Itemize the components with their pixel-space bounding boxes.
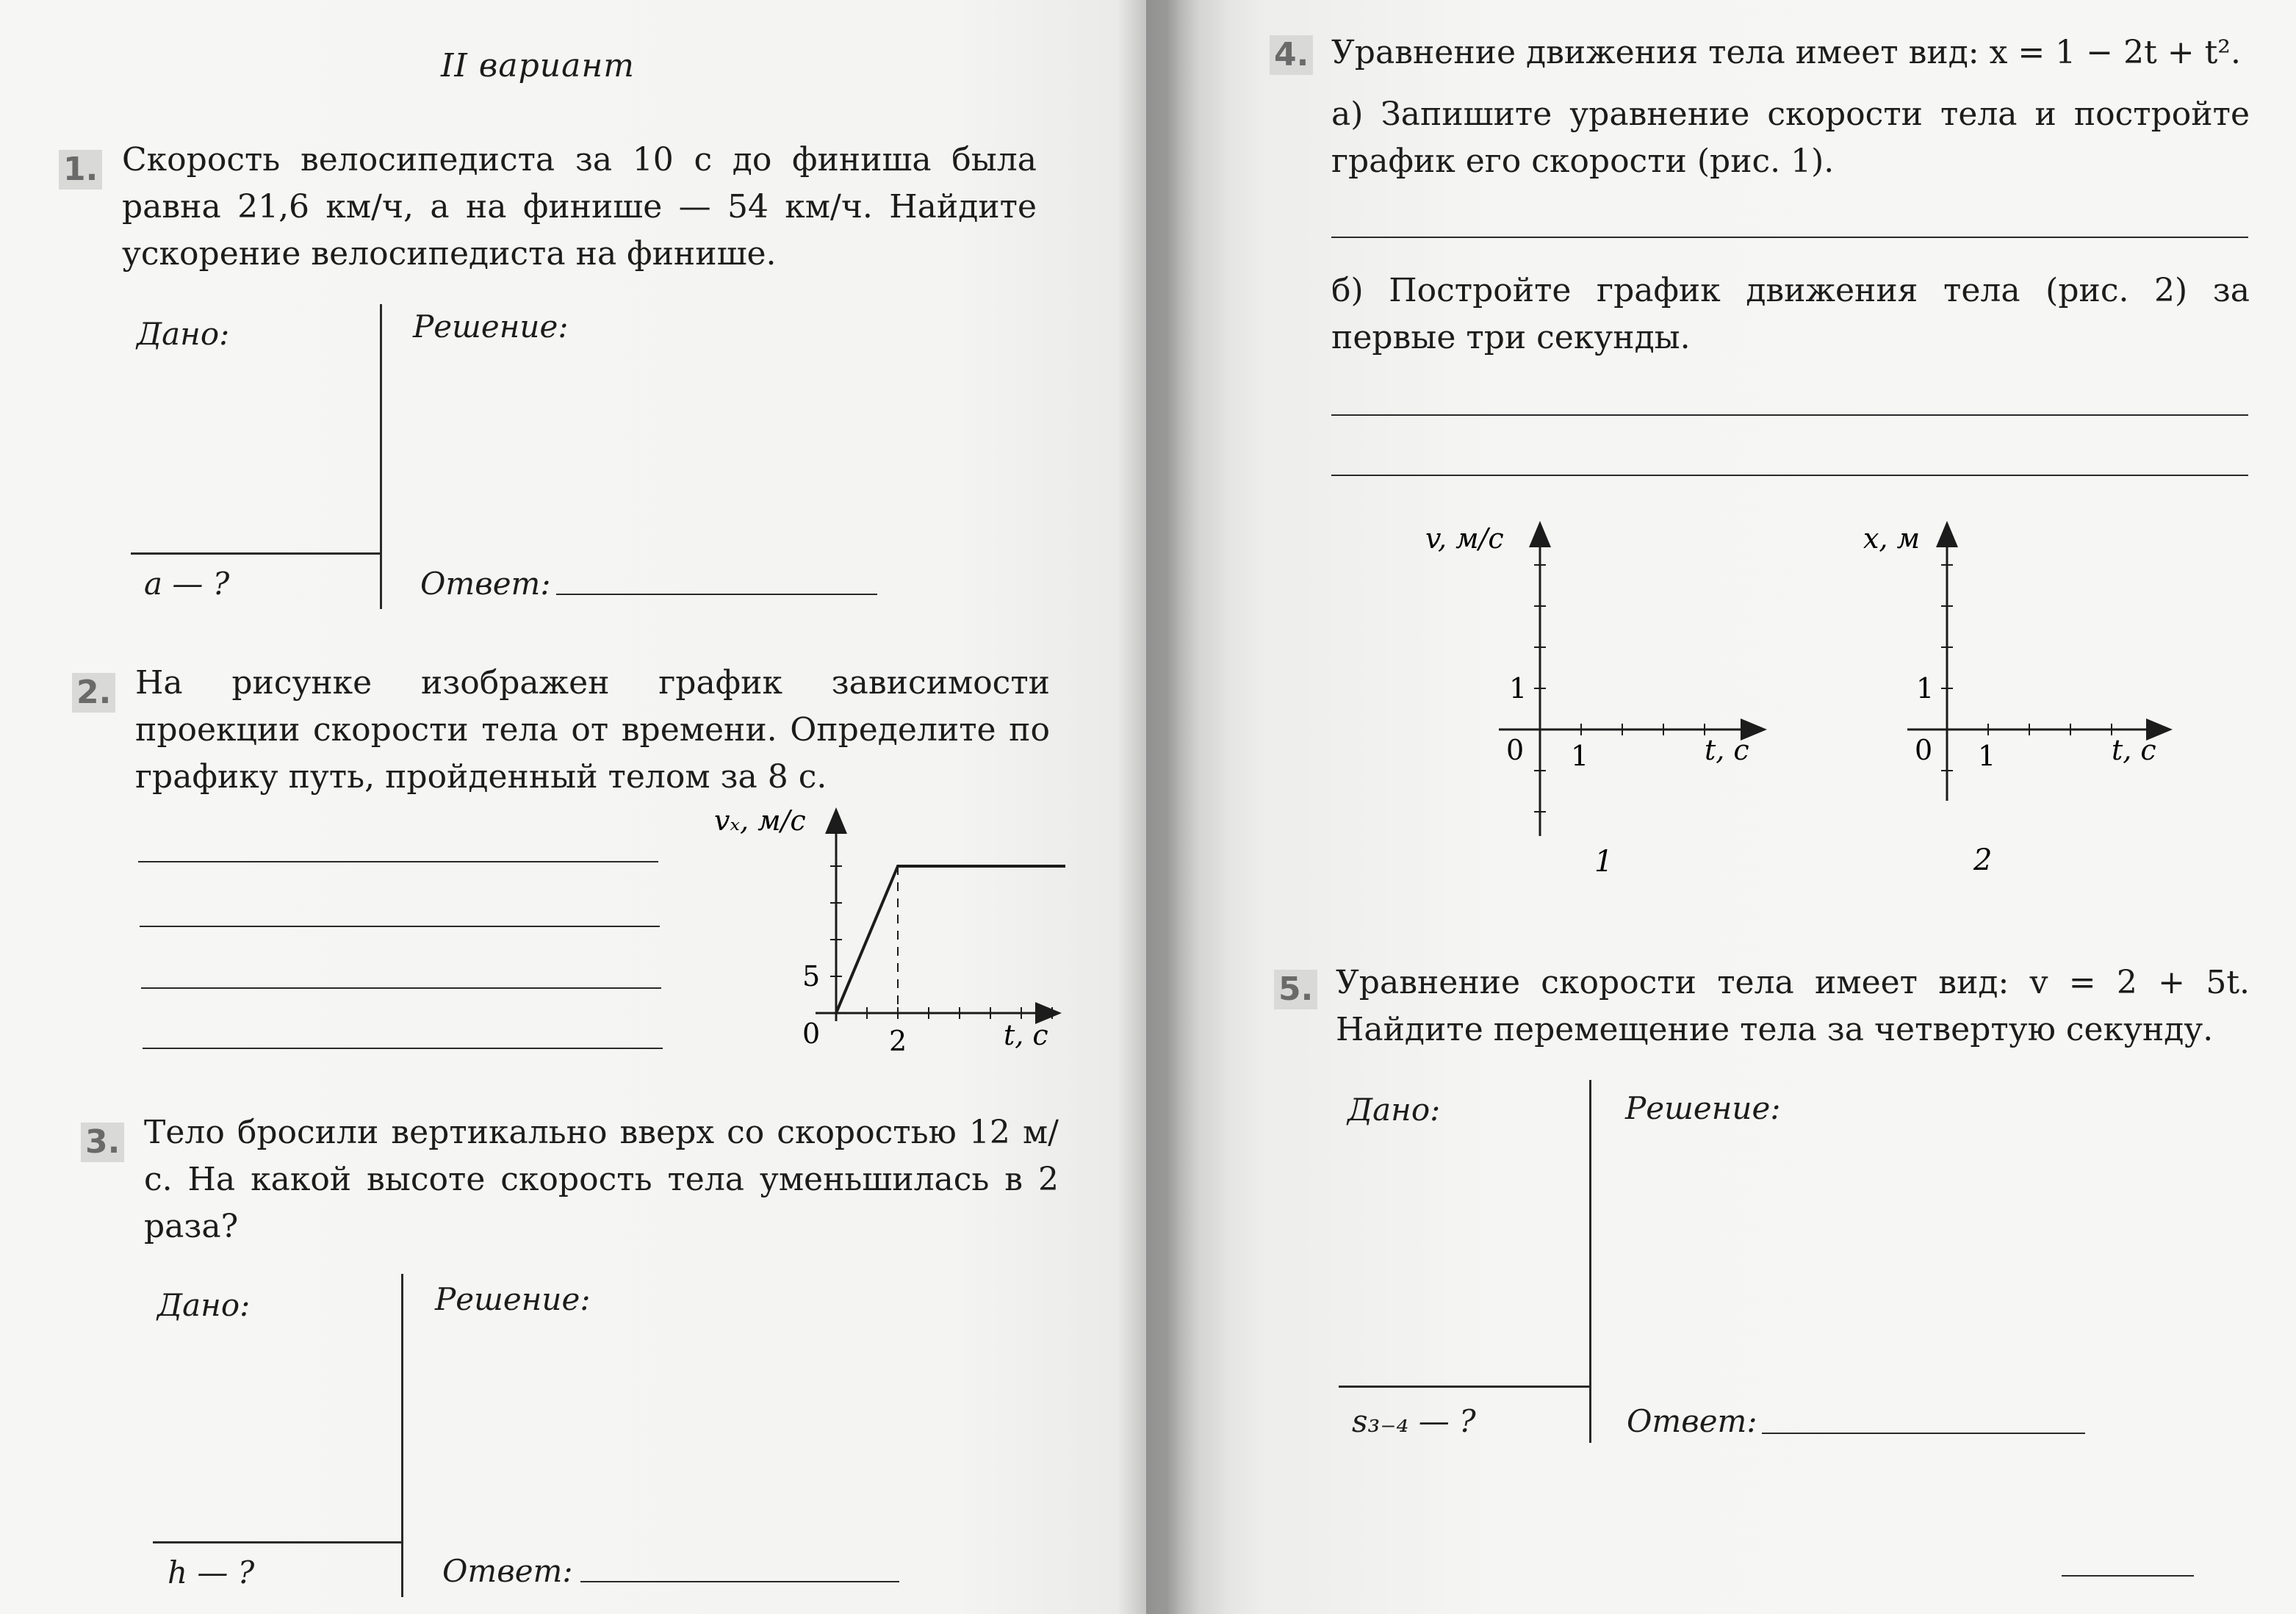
task-5-number: 5. [1274, 970, 1317, 1009]
task-3-divider [401, 1274, 403, 1597]
y-axis-label: x, м [1863, 522, 1921, 555]
origin-label: 0 [1915, 734, 1933, 766]
task-3-given-label: Дано: [157, 1287, 251, 1323]
task-4-part-a: а) Запишите уравнение скорости тела и постройте график его скорости (рис. 1). [1331, 96, 2250, 180]
task-4-number: 4. [1270, 35, 1313, 75]
x-tick-label-2: 2 [889, 1025, 907, 1057]
x-tick-label-1: 1 [1978, 740, 1996, 772]
task-3-solution-label: Решение: [435, 1281, 591, 1317]
task-3-given-underline [153, 1541, 403, 1543]
x-axis-label: t, с [2112, 734, 2156, 766]
task-3-answer-line[interactable] [580, 1581, 899, 1582]
task-2-answer-line-4[interactable] [143, 1048, 663, 1049]
x-axis-label: t, с [1004, 1019, 1048, 1051]
task-5-given-underline [1339, 1386, 1591, 1388]
task-5-text: Уравнение скорости тела имеет вид: v = 2 + 5t. Найдите перемещение тела за четвертую секунду. [1336, 964, 2250, 1048]
y-tick-label-1: 1 [1916, 672, 1935, 705]
figure-2-caption: 2 [1973, 843, 1993, 877]
task-2-velocity-graph [705, 801, 1065, 1073]
x-tick-label-1: 1 [1571, 740, 1589, 772]
y-axis-label: vₓ, м/с [714, 804, 806, 837]
task-1-text: Скорость велосипедиста за 10 с до финиша была равна 21,6 км/ч, а на финише — 54 км/ч. Найдите ускорение велосипедиста на финише. [122, 141, 1037, 273]
task-4b-answer-line-2[interactable] [1331, 475, 2248, 476]
task-5-divider [1589, 1080, 1591, 1443]
task-1-solution-label: Решение: [413, 309, 569, 345]
footer-line [2062, 1575, 2194, 1577]
task-1-unknown: a — ? [144, 566, 230, 602]
task-2-answer-line-3[interactable] [141, 987, 661, 989]
task-5-answer-line[interactable] [1762, 1433, 2085, 1434]
variant-title: II вариант [441, 47, 636, 84]
y-axis-label: v, м/с [1425, 522, 1504, 555]
task-3-number: 3. [81, 1123, 124, 1162]
task-5-unknown: s₃₋₄ — ? [1352, 1403, 1476, 1439]
velocity-line [836, 866, 1065, 1013]
task-1-answer-line[interactable] [556, 594, 877, 595]
task-5-answer-label: Ответ: [1627, 1403, 1757, 1439]
task-4a-answer-line[interactable] [1331, 237, 2248, 238]
task-2-text: На рисунке изображен график зависимости проекции скорости тела от времени. Определите по графику путь, пройденный телом за 8 с. [135, 664, 1050, 796]
task-1-divider [380, 304, 382, 609]
task-4-figure-2 [1822, 514, 2175, 889]
task-3-text: Тело бросили вертикально вверх со скоростью 12 м/с. На какой высоте скорость тела уменьшилась в 2 раза? [144, 1114, 1059, 1245]
task-5-solution-label: Решение: [1625, 1090, 1781, 1126]
y-tick-label-1: 1 [1509, 672, 1527, 705]
figure-1-caption: 1 [1594, 845, 1613, 879]
task-2-answer-line-1[interactable] [138, 861, 658, 862]
task-4-figure-1 [1411, 514, 1778, 889]
task-3-answer-label: Ответ: [442, 1553, 573, 1589]
task-4-text: Уравнение движения тела имеет вид: x = 1 − 2t + t². [1331, 34, 2241, 71]
task-1-number: 1. [59, 150, 102, 190]
task-2-answer-line-2[interactable] [140, 926, 660, 927]
task-2-number: 2. [72, 673, 115, 713]
x-axis-label: t, с [1705, 734, 1749, 766]
task-4b-answer-line-1[interactable] [1331, 414, 2248, 416]
y-tick-label-5: 5 [802, 960, 821, 992]
task-1-given-label: Дано: [137, 316, 230, 352]
origin-label: 0 [1506, 734, 1525, 766]
task-1-given-underline [131, 552, 382, 555]
book-spine [1117, 0, 1227, 1614]
task-3-unknown: h — ? [168, 1554, 255, 1590]
task-1-answer-label: Ответ: [420, 566, 551, 602]
task-4-part-b: б) Постройте график движения тела (рис. 2) за первые три секунды. [1331, 272, 2250, 356]
origin-label: 0 [802, 1017, 821, 1050]
task-5-given-label: Дано: [1347, 1092, 1441, 1128]
